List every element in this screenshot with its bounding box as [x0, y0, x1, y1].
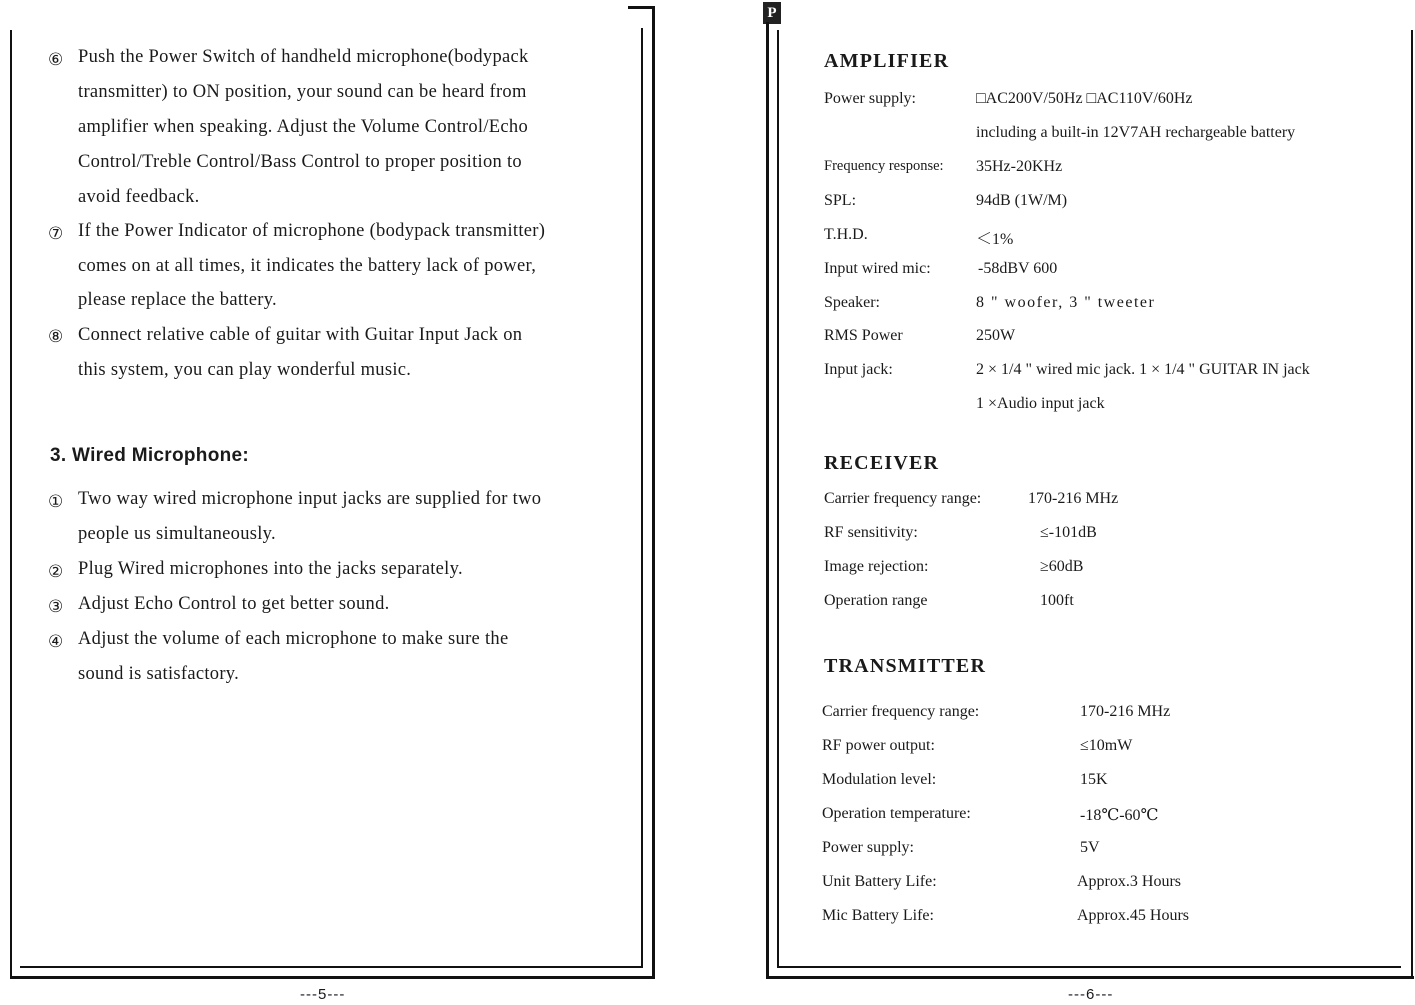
spec-label: RF sensitivity: — [824, 524, 918, 541]
item-line: Adjust the volume of each microphone to make sure the — [78, 629, 509, 649]
spec-label: Operation range — [824, 592, 928, 609]
item-line: comes on at all times, it indicates the battery lack of power, — [78, 256, 537, 276]
right-frame-left-outer — [766, 22, 769, 979]
spec-value: ＜1% — [976, 231, 1014, 248]
item-line: people us simultaneously. — [78, 524, 276, 544]
spec-value: including a built-in 12V7AH rechargeable battery — [976, 124, 1296, 141]
item-marker: ① — [48, 492, 64, 511]
page-number-5: ---5--- — [300, 986, 346, 1003]
spec-label: RF power output: — [822, 737, 935, 754]
spec-value: ≤10mW — [1080, 737, 1133, 754]
spec-value: 1 ×Audio input jack — [976, 395, 1105, 412]
spec-label: Image rejection: — [824, 558, 929, 575]
spec-value: Approx.45 Hours — [1077, 907, 1189, 924]
item-line: Push the Power Switch of handheld microphone(bodypack — [78, 47, 529, 67]
item-line: Two way wired microphone input jacks are supplied for two — [78, 489, 542, 509]
spec-value: -58dBV 600 — [978, 260, 1058, 277]
item-line: transmitter) to ON position, your sound can be heard from — [78, 82, 527, 102]
spec-label: Carrier frequency range: — [824, 490, 982, 507]
spec-label: T.H.D. — [824, 226, 868, 243]
spec-label: Modulation level: — [822, 771, 937, 788]
spec-label: Input wired mic: — [824, 260, 931, 277]
spec-label: Input jack: — [824, 361, 893, 378]
spec-label: Power supply: — [822, 839, 914, 856]
page-number-6: ---6--- — [1068, 986, 1114, 1003]
spec-value: -18℃-60℃ — [1080, 807, 1159, 824]
spec-value: 170-216 MHz — [1080, 703, 1171, 720]
spec-value: 5V — [1080, 839, 1100, 856]
spec-value: 250W — [976, 327, 1016, 344]
spec-value: ≤-101dB — [1040, 524, 1097, 541]
section-title-receiver: RECEIVER — [824, 452, 940, 474]
left-frame-right-outer — [652, 6, 655, 979]
item-line: If the Power Indicator of microphone (bodypack transmitter) — [78, 221, 546, 241]
section-title-transmitter: TRANSMITTER — [824, 655, 987, 677]
item-line: avoid feedback. — [78, 187, 200, 207]
left-frame-bottom — [10, 976, 655, 979]
item-line: sound is satisfactory. — [78, 664, 240, 684]
section-title-amplifier: AMPLIFIER — [824, 50, 950, 72]
left-frame-right-inner — [641, 28, 643, 968]
spec-label: Power supply: — [824, 90, 916, 107]
spec-label: SPL: — [824, 192, 857, 209]
spec-label: Operation temperature: — [822, 805, 971, 822]
right-frame-left-inner — [777, 30, 779, 968]
spec-label: Carrier frequency range: — [822, 703, 980, 720]
left-frame-vertical — [10, 30, 12, 978]
spec-value: ≥60dB — [1040, 558, 1084, 575]
spec-label: Unit Battery Life: — [822, 873, 937, 890]
item-line: please replace the battery. — [78, 290, 277, 310]
item-line: Adjust Echo Control to get better sound. — [78, 594, 390, 614]
spec-value: □AC200V/50Hz □AC110V/60Hz — [976, 90, 1193, 107]
left-frame-top — [628, 6, 655, 9]
spec-value: 8 " woofer, 3 " tweeter — [976, 294, 1156, 311]
right-frame-bottom-outer — [766, 976, 1414, 979]
item-marker: ⑧ — [48, 327, 64, 346]
spec-value: 2 × 1/4 " wired mic jack. 1 × 1/4 " GUITAR IN jack — [976, 361, 1310, 378]
item-marker: ② — [48, 562, 64, 581]
spec-value: 170-216 MHz — [1028, 490, 1119, 507]
right-frame-right — [1411, 30, 1413, 979]
spec-value: 100ft — [1040, 592, 1074, 609]
item-line: Plug Wired microphones into the jacks separately. — [78, 559, 463, 579]
spec-label: Mic Battery Life: — [822, 907, 934, 924]
item-marker: ⑦ — [48, 224, 64, 243]
spec-value: Approx.3 Hours — [1077, 873, 1181, 890]
item-line: amplifier when speaking. Adjust the Volume Control/Echo — [78, 117, 528, 137]
spec-value: 94dB (1W/M) — [976, 192, 1068, 209]
item-marker: ⑥ — [48, 50, 64, 69]
item-marker: ④ — [48, 632, 64, 651]
spec-value: 35Hz-20KHz — [976, 158, 1063, 175]
item-marker: ③ — [48, 597, 64, 616]
spec-label: RMS Power — [824, 327, 903, 344]
spec-label: Frequency response: — [824, 158, 944, 174]
spec-label: Speaker: — [824, 294, 880, 311]
section-heading-wired-microphone: 3. Wired Microphone: — [50, 445, 250, 466]
item-line: Control/Treble Control/Bass Control to proper position to — [78, 152, 522, 172]
spec-value: 15K — [1080, 771, 1108, 788]
right-frame-bottom-inner — [777, 966, 1401, 968]
item-line: this system, you can play wonderful music. — [78, 360, 412, 380]
item-line: Connect relative cable of guitar with Guitar Input Jack on — [78, 325, 523, 345]
left-frame-inner-bottom — [20, 966, 642, 968]
corner-mark: P — [763, 2, 781, 24]
